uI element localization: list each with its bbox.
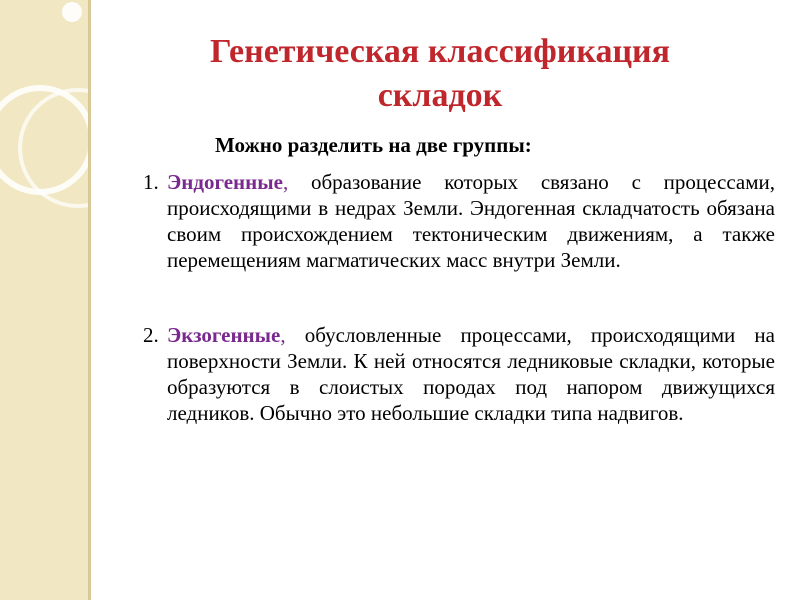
- list-item-text: образование которых связано с процессами, происходящими в недрах Земли. Эндогенная складчатость обязана своим происхождением тектоническим движениям, а также перемещениям магматических масс внутри Земли.: [167, 170, 775, 272]
- list-item-separator: ,: [280, 323, 286, 347]
- list-item-endogenous: [143, 169, 775, 273]
- list-item-number: 1.: [143, 170, 159, 194]
- list-item-term: Эндогенные: [167, 170, 283, 194]
- list-item-separator: ,: [282, 170, 289, 194]
- side-panel-divider: [88, 0, 91, 600]
- slide-subtitle: Можно разделить на две группы:: [215, 133, 532, 157]
- list-item-term: Экзогенные: [167, 323, 281, 347]
- list-item-exogenous: [143, 322, 775, 426]
- decorative-side-panel: [0, 0, 88, 600]
- decorative-circles-icon: [0, 0, 88, 600]
- list-item-text: обусловленные процессами, происходящими на поверхности Земли. К ней относятся ледниковые складки, которые образуются в слоистых породах под напором движущихся ледников. Обычно это небольшие складки типа надвигов.: [167, 323, 775, 425]
- list-item-number: 2.: [143, 323, 159, 347]
- slide-title: Генетическая классификация складок: [209, 33, 671, 114]
